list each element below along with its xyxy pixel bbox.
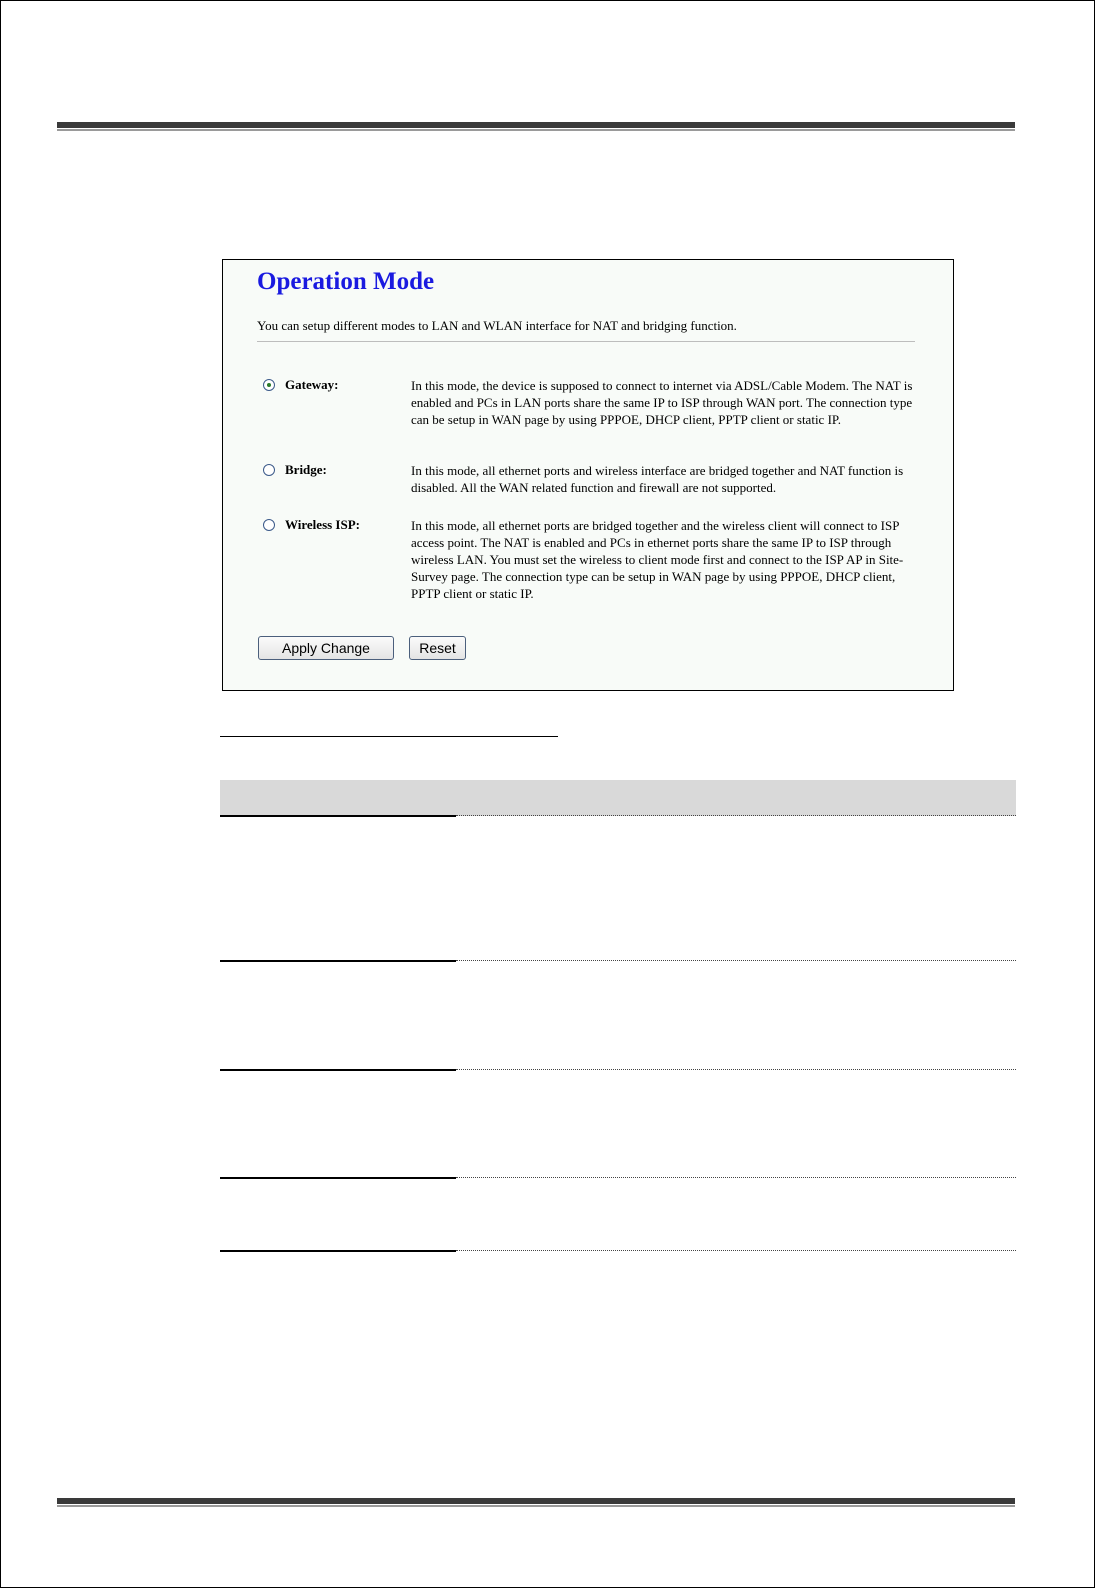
table-row-divider [220, 815, 1016, 817]
caption-underline [220, 736, 558, 737]
gateway-description: In this mode, the device is supposed to connect to internet via ADSL/Cable Modem. The NAT is enabled and PCs in LAN ports share the same IP to ISP through WAN port. The connection type can be setup in WAN page by using PPPOE, DHCP client, PPTP client or static IP. [411, 378, 913, 427]
divider [257, 341, 915, 342]
header-rule [57, 122, 1015, 131]
table-header [220, 780, 1016, 816]
gateway-radio[interactable] [263, 379, 275, 391]
table-row-divider [220, 1250, 1016, 1252]
intro-text: You can setup different modes to LAN and WLAN interface for NAT and bridging function. [257, 318, 737, 333]
bridge-radio[interactable] [263, 464, 275, 476]
page-title: Operation Mode [257, 268, 435, 295]
table-row-divider [220, 1069, 1016, 1071]
operation-mode-panel [222, 259, 954, 691]
reset-button[interactable]: Reset [409, 636, 466, 660]
gateway-label[interactable]: Gateway: [285, 377, 339, 392]
wireless-isp-description: In this mode, all ethernet ports are bridged together and the wireless client will connect to ISP access point. The NAT is enabled and PCs in ethernet ports share the same IP to ISP through wireless LAN. You must set the wireless to client mode first and connect to the ISP AP in Site-Survey page. The connection type can be setup in WAN page by using PPPOE, DHCP client, PPTP client or static IP. [411, 518, 904, 601]
table-row-divider [220, 1177, 1016, 1179]
table-row-divider [220, 960, 1016, 962]
apply-change-button[interactable]: Apply Change [258, 636, 394, 660]
bridge-description: In this mode, all ethernet ports and wireless interface are bridged together and NAT function is disabled. All the WAN related function and firewall are not supported. [411, 463, 904, 495]
wireless-isp-label[interactable]: Wireless ISP: [285, 517, 360, 532]
wireless-isp-radio[interactable] [263, 519, 275, 531]
footer-rule [57, 1498, 1015, 1507]
bridge-label[interactable]: Bridge: [285, 462, 327, 477]
